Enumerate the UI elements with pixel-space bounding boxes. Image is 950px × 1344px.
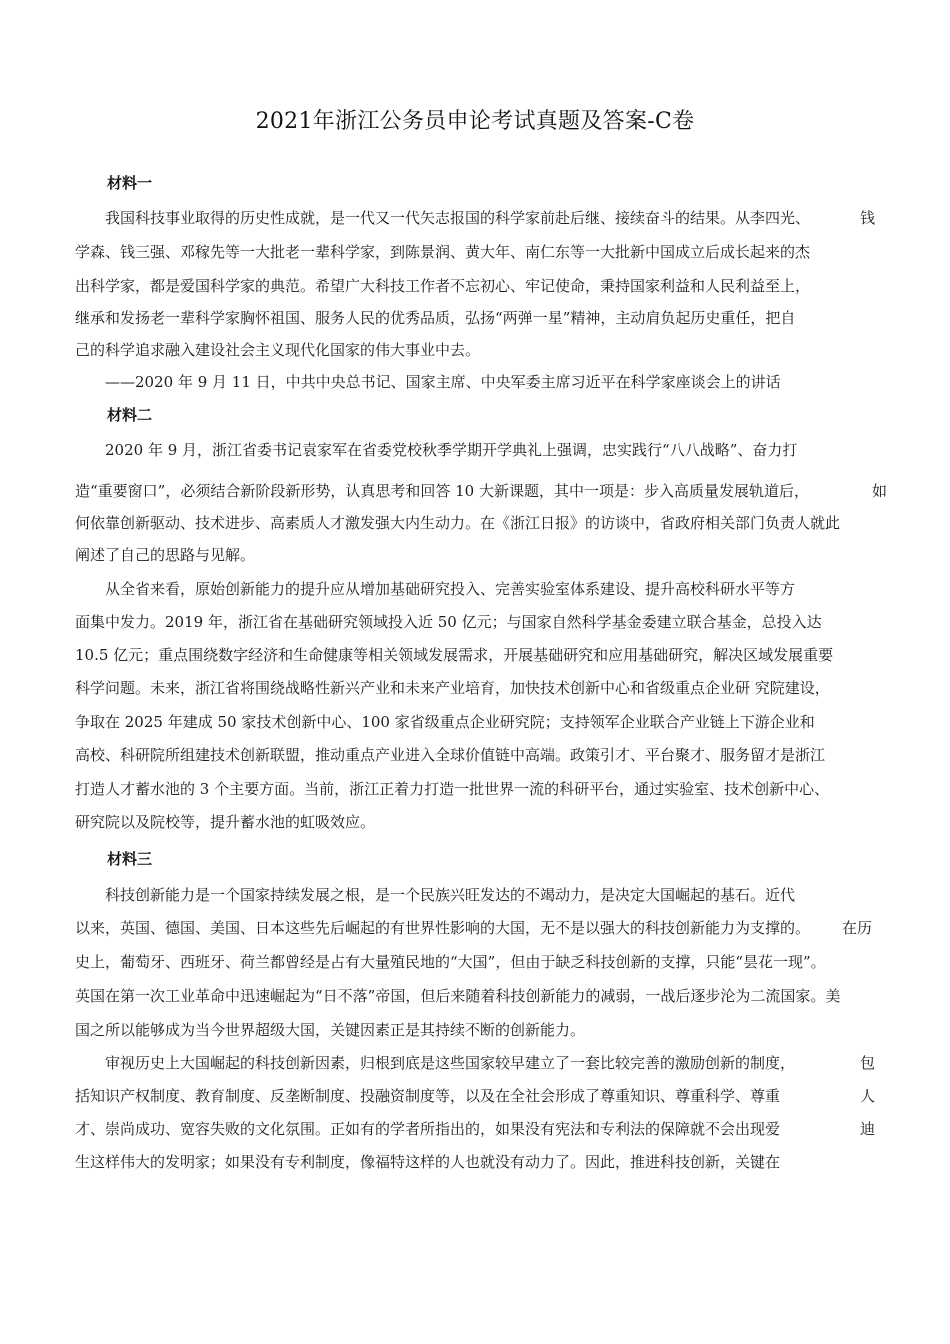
- speech-source-line: ——2020 年 9 月 11 日，中共中央总书记、国家主席、中央军委主席习近平在科学家座谈会上的讲话: [105, 373, 781, 391]
- material2-heading: 材料二: [107, 406, 153, 424]
- paragraph-line: 研究院以及院校等，提升蓄水池的虹吸效应。: [75, 813, 376, 831]
- paragraph-line: 学森、钱三强、邓稼先等一大批老一辈科学家，到陈景润、黄大年、南仁东等一大批新中国成立后成长起来的杰: [75, 243, 811, 261]
- material3-heading: 材料三: [107, 850, 153, 868]
- paragraph-line: 争取在 2025 年建成 50 家技术创新中心、100 家省级重点企业研究院；支持领军企业联合产业链上下游企业和: [75, 713, 815, 731]
- paragraph-line-end: 在历: [842, 919, 873, 937]
- paragraph-line: 以来，英国、德国、美国、日本这些先后崛起的有世界性影响的大国，无不是以强大的科技创新能力为支撑的。: [75, 919, 811, 937]
- paragraph-line-end: 钱: [860, 209, 876, 227]
- paragraph-line: 面集中发力。2019 年，浙江省在基础研究领域投入近 50 亿元；与国家自然科学基金委建立联合基金，总投入达: [75, 613, 822, 631]
- paragraph-line-end: 包: [860, 1054, 876, 1072]
- paragraph-line: 从全省来看，原始创新能力的提升应从增加基础研究投入、完善实验室体系建设、提升高校科研水平等方: [105, 580, 796, 598]
- paragraph-line: 继承和发扬老一辈科学家胸怀祖国、服务人民的优秀品质，弘扬“两弹一星”精神，主动肩负起历史重任，把自: [75, 309, 796, 327]
- paragraph-line: 己的科学追求融入建设社会主义现代化国家的伟大事业中去。: [75, 341, 481, 359]
- paragraph-line: 史上，葡萄牙、西班牙、荷兰都曾经是占有大量殖民地的“大国”，但由于缺乏科技创新的支撑，只能“昙花一现”。: [75, 953, 826, 971]
- paragraph-line: 科技创新能力是一个国家持续发展之根，是一个民族兴旺发达的不竭动力，是决定大国崛起的基石。近代: [105, 886, 796, 904]
- paragraph-line: 打造人才蓄水池的 3 个主要方面。当前，浙江正着力打造一批世界一流的科研平台，通过实验室、技术创新中心、: [75, 780, 830, 798]
- paragraph-line: 2020 年 9 月，浙江省委书记袁家军在省委党校秋季学期开学典礼上强调，忠实践行“八八战略”、奋力打: [105, 441, 798, 459]
- paragraph-line: 出科学家，都是爱国科学家的典范。希望广大科技工作者不忘初心、牢记使命，秉持国家利益和人民利益至上，: [75, 277, 811, 295]
- paragraph-line: 科学问题。未来，浙江省将围绕战略性新兴产业和未来产业培育，加快技术创新中心和省级重点企业研 究院建设，: [75, 679, 830, 697]
- paragraph-line: 高校、科研院所组建技术创新联盟，推动重点产业进入全球价值链中高端。政策引才、平台聚才、服务留才是浙江: [75, 746, 826, 764]
- paragraph-line: 10.5 亿元；重点围绕数字经济和生命健康等相关领域发展需求，开展基础研究和应用基础研究，解决区域发展重要: [75, 646, 834, 664]
- paragraph-line: 我国科技事业取得的历史性成就，是一代又一代矢志报国的科学家前赴后继、接续奋斗的结果。从李四光、: [105, 209, 811, 227]
- material1-heading: 材料一: [107, 174, 153, 192]
- paragraph-line: 括知识产权制度、教育制度、反垄断制度、投融资制度等，以及在全社会形成了尊重知识、尊重科学、尊重: [75, 1087, 781, 1105]
- paragraph-line: 英国在第一次工业革命中迅速崛起为“日不落”帝国，但后来随着科技创新能力的减弱，一战后逐步沦为二流国家。美: [75, 987, 841, 1005]
- paragraph-line: 阐述了自己的思路与见解。: [75, 546, 256, 564]
- paragraph-line: 才、崇尚成功、宽容失败的文化氛围。正如有的学者所指出的，如果没有宪法和专利法的保障就不会出现爱: [75, 1120, 781, 1138]
- paragraph-line: 何依靠创新驱动、技术进步、高素质人才激发强大内生动力。在《浙江日报》的访谈中，省政府相关部门负责人就此: [75, 514, 841, 532]
- paragraph-line: 造“重要窗口”，必须结合新阶段新形势，认真思考和回答 10 大新课题，其中一项是：步入高质量发展轨道后，: [75, 482, 809, 500]
- paragraph-line-end: 人: [860, 1087, 876, 1105]
- paragraph-line-end: 迪: [860, 1120, 876, 1138]
- paragraph-line: 国之所以能够成为当今世界超级大国，关键因素正是其持续不断的创新能力。: [75, 1021, 586, 1039]
- paragraph-line-end: 如: [872, 482, 888, 500]
- paragraph-line: 审视历史上大国崛起的科技创新因素，归根到底是这些国家较早建立了一套比较完善的激励创新的制度，: [105, 1054, 796, 1072]
- paragraph-line: 生这样伟大的发明家；如果没有专利制度，像福特这样的人也就没有动力了。因此，推进科技创新，关键在: [75, 1153, 781, 1171]
- document-title: 2021年浙江公务员申论考试真题及答案-C卷: [255, 109, 695, 134]
